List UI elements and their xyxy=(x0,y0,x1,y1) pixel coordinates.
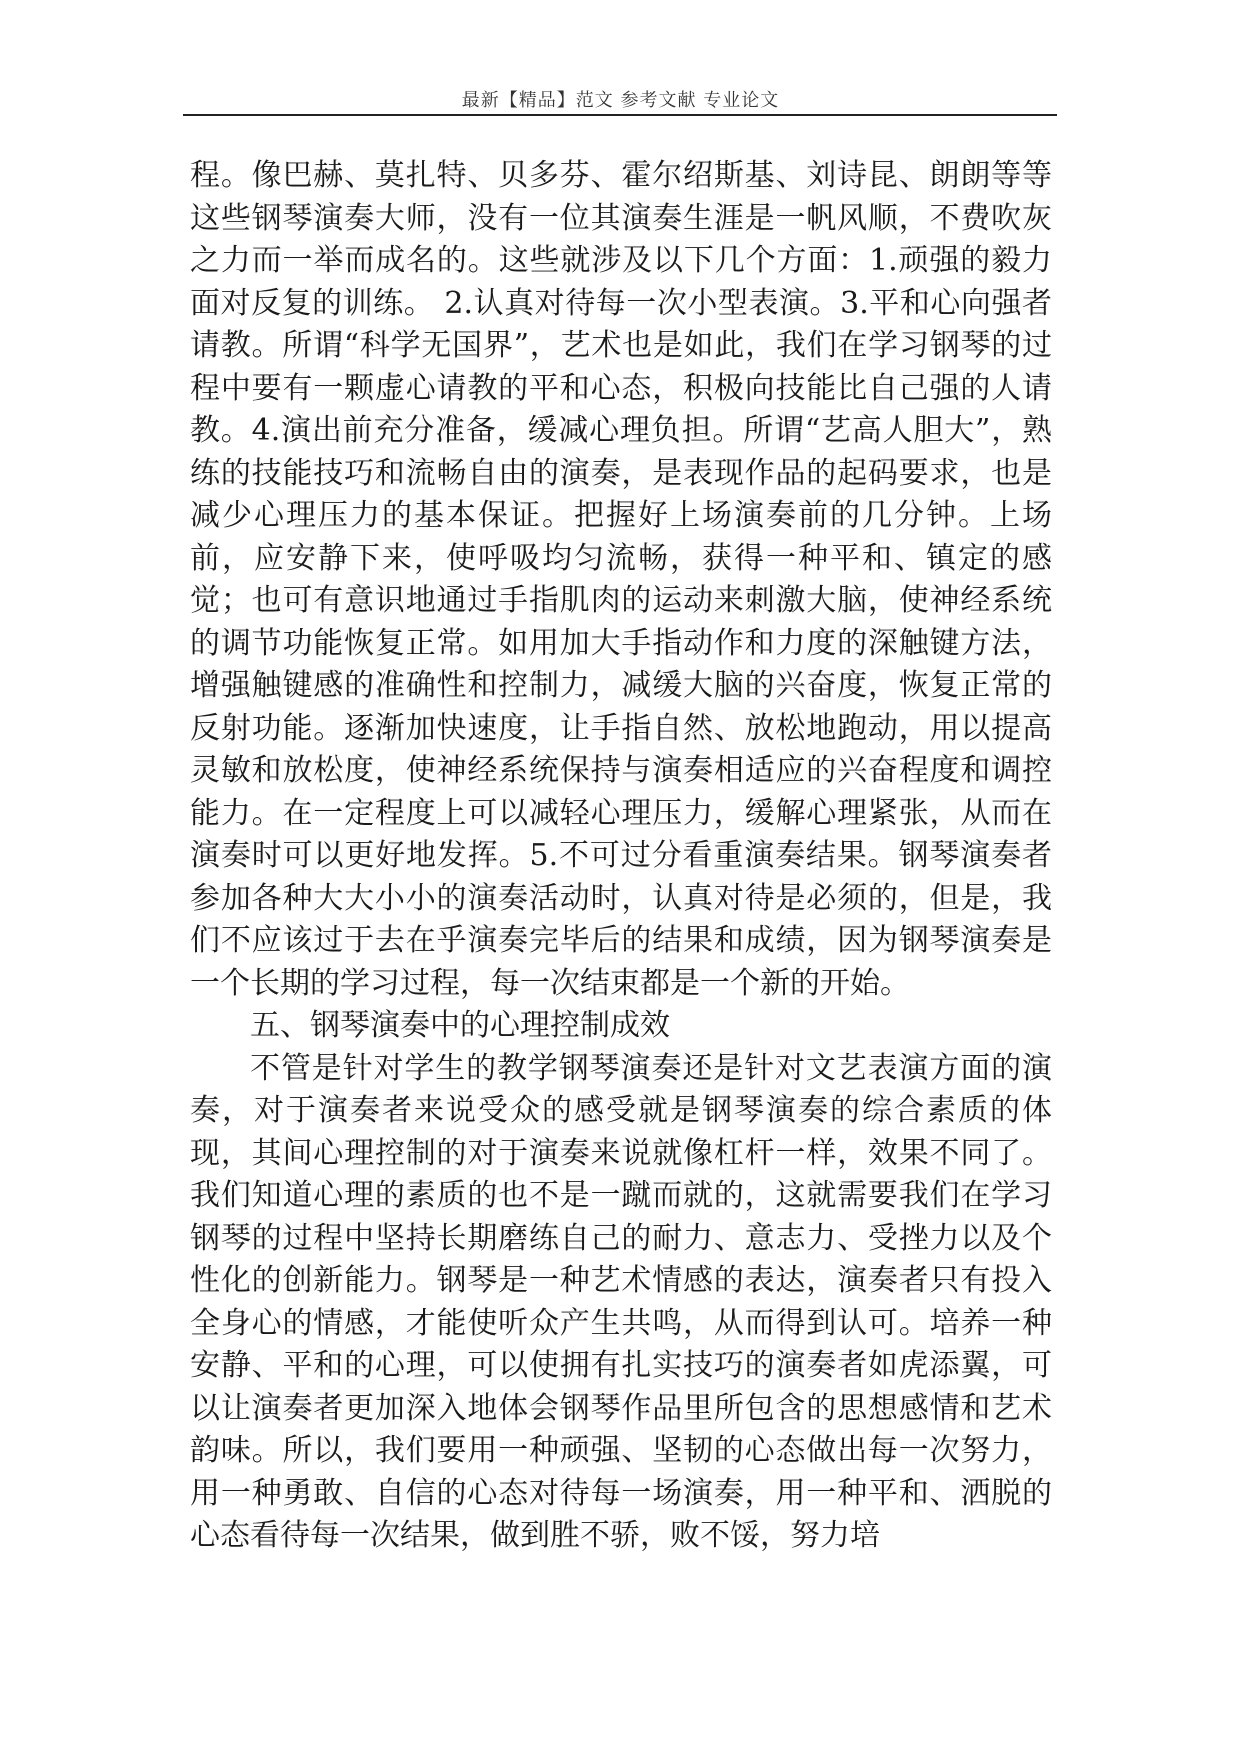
running-header: 最新【精品】范文 参考文献 专业论文 xyxy=(461,90,780,111)
header-divider xyxy=(183,114,1057,116)
section-heading: 五、钢琴演奏中的心理控制成效 xyxy=(250,1008,670,1043)
body-paragraph: 程。像巴赫、莫扎特、贝多芬、霍尔绍斯基、刘诗昆、朗朗等等这些钢琴演奏大师，没有一位其演奏生涯是一帆风顺，不费吹灰之力而一举而成名的。这些就涉及以下几个方面：1.顽强的毅力面对反复的训练。 2.认真对待每一次小型表演。3.平和心向强者请教。所谓“科学无国界”，艺术也是如此，我们在学习钢琴的过程中要有一颗虚心请教的平和心态，积极向技能比自己强的人请教。4.演出前充分准备，缓减心理负担。所谓“艺高人胆大”，熟练的技能技巧和流畅自由的演奏，是表现作品的起码要求，也是减少心理压力的基本保证。把握好上场演奏前的几分钟。上场前，应安静下来，使呼吸均匀流畅，获得一种平和、镇定的感觉；也可有意识地通过手指肌肉的运动来刺激大脑，使神经系统的调节功能恢复正常。如用加大手指动作和力度的深触键方法，增强触键感的准确性和控制力，减缓大脑的兴奋度，恢复正常的反射功能。逐渐加快速度，让手指自然、放松地跑动，用以提高灵敏和放松度，使神经系统保持与演奏相适应的兴奋程度和调控能力。在一定程度上可以减轻心理压力，缓解心理紧张，从而在演奏时可以更好地发挥。5.不可过分看重演奏结果。钢琴演奏者参加各种大大小小的演奏活动时，认真对待是必须的，但是，我们不应该过于去在乎演奏完毕后的结果和成绩，因为钢琴演奏是一个长期的学习过程，每一次结束都是一个新的开始。 xyxy=(190,158,1052,1001)
body-paragraph: 不管是针对学生的教学钢琴演奏还是针对文艺表演方面的演奏，对于演奏者来说受众的感受就是钢琴演奏的综合素质的体现，其间心理控制的对于演奏来说就像杠杆一样，效果不同了。我们知道心理的素质的也不是一蹴而就的，这就需要我们在学习钢琴的过程中坚持长期磨练自己的耐力、意志力、受挫力以及个性化的创新能力。钢琴是一种艺术情感的表达，演奏者只有投入全身心的情感，才能使听众产生共鸣，从而得到认可。培养一种安静、平和的心理，可以使拥有扎实技巧的演奏者如虎添翼，可以让演奏者更加深入地体会钢琴作品里所包含的思想感情和艺术韵味。所以，我们要用一种顽强、坚韧的心态做出每一次努力，用一种勇敢、自信的心态对待每一场演奏，用一种平和、洒脱的心态看待每一次结果，做到胜不骄，败不馁，努力培 xyxy=(190,1050,1052,1553)
document-body xyxy=(190,155,1052,1558)
